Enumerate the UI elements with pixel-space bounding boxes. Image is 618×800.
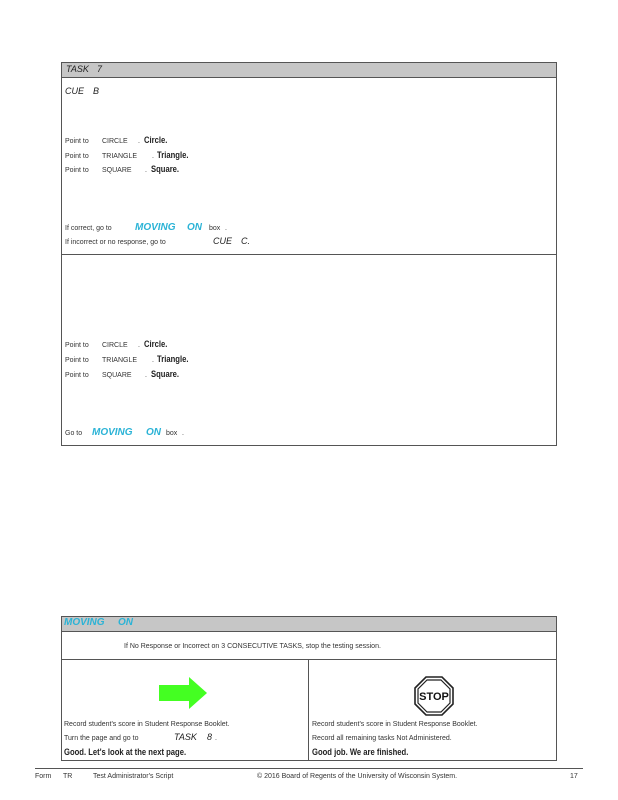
if-incorrect-cue[interactable]: CUE: [213, 236, 233, 246]
moving-on-title-moving: MOVING: [64, 617, 105, 628]
if-correct-moving[interactable]: MOVING: [135, 222, 176, 233]
footer-page-number: 17: [570, 773, 578, 780]
moving-on-title-on: ON: [118, 617, 133, 628]
point-sep: .: [145, 372, 147, 379]
point-shape: SQUARE: [102, 372, 132, 379]
right-line3: Good job. We are finished.: [312, 747, 409, 757]
task-header: [62, 63, 556, 78]
task-number: 7: [97, 64, 103, 74]
left-line3: Good. Let's look at the next page.: [64, 747, 187, 757]
if-correct-text: If correct, go to: [65, 225, 112, 232]
point-prefix: Point to: [65, 342, 89, 349]
left-line2-task[interactable]: TASK: [174, 732, 197, 742]
moving-on-divider: [62, 659, 556, 660]
left-line2: Turn the page and go to: [64, 735, 139, 742]
stop-sign-icon: [414, 676, 454, 716]
point-sep: .: [145, 167, 147, 174]
if-incorrect-letter[interactable]: C.: [241, 236, 250, 246]
if-correct-period: .: [225, 225, 227, 232]
go-to-on[interactable]: ON: [146, 427, 161, 438]
if-correct-on[interactable]: ON: [187, 222, 202, 233]
green-arrow-icon: [159, 677, 209, 709]
stop-instruction: If No Response or Incorrect on 3 CONSECUTIVE TASKS, stop the testing session.: [124, 643, 381, 650]
moving-on-header: [62, 617, 556, 632]
if-incorrect-text: If incorrect or no response, go to: [65, 239, 166, 246]
left-line2-num[interactable]: 8: [207, 732, 213, 742]
point-word: Triangle.: [157, 354, 189, 364]
point-prefix: Point to: [65, 138, 89, 145]
footer-script: Test Administrator's Script: [93, 773, 174, 780]
moving-on-column-divider: [308, 659, 309, 760]
point-sep: .: [138, 138, 140, 145]
point-word: Circle.: [144, 135, 168, 145]
point-shape: TRIANGLE: [102, 357, 138, 364]
cue-letter: B: [93, 86, 100, 96]
if-correct-box: box: [209, 225, 221, 232]
point-shape: TRIANGLE: [102, 153, 138, 160]
task-divider: [62, 254, 556, 255]
green-arrow-shape: [159, 677, 207, 709]
footer-form-code: TR: [63, 773, 73, 780]
go-to-text: Go to: [65, 430, 83, 437]
point-shape: CIRCLE: [102, 138, 128, 145]
footer-copyright: © 2016 Board of Regents of the University of Wisconsin System.: [257, 773, 458, 780]
point-shape: SQUARE: [102, 167, 132, 174]
right-line2: Record all remaining tasks Not Administered.: [312, 735, 452, 742]
footer-rule: [35, 768, 583, 769]
left-line2-end: .: [215, 735, 217, 742]
point-prefix: Point to: [65, 167, 89, 174]
footer-form: Form: [35, 773, 52, 780]
cue-label: CUE: [65, 86, 85, 96]
stop-sign-text: STOP: [419, 691, 449, 703]
go-to-period: .: [182, 430, 184, 437]
point-prefix: Point to: [65, 372, 89, 379]
point-sep: .: [152, 357, 154, 364]
point-shape: CIRCLE: [102, 342, 128, 349]
task-label: TASK: [66, 64, 89, 74]
right-line1: Record student's score in Student Response Booklet.: [312, 721, 478, 728]
point-sep: .: [138, 342, 140, 349]
point-word: Square.: [151, 369, 180, 379]
point-prefix: Point to: [65, 153, 89, 160]
point-sep: .: [152, 153, 154, 160]
go-to-moving[interactable]: MOVING: [92, 427, 133, 438]
point-word: Triangle.: [157, 150, 189, 160]
point-word: Square.: [151, 164, 180, 174]
go-to-box: box: [166, 430, 178, 437]
point-word: Circle.: [144, 339, 168, 349]
point-prefix: Point to: [65, 357, 89, 364]
left-line1: Record student's score in Student Response Booklet.: [64, 721, 230, 728]
